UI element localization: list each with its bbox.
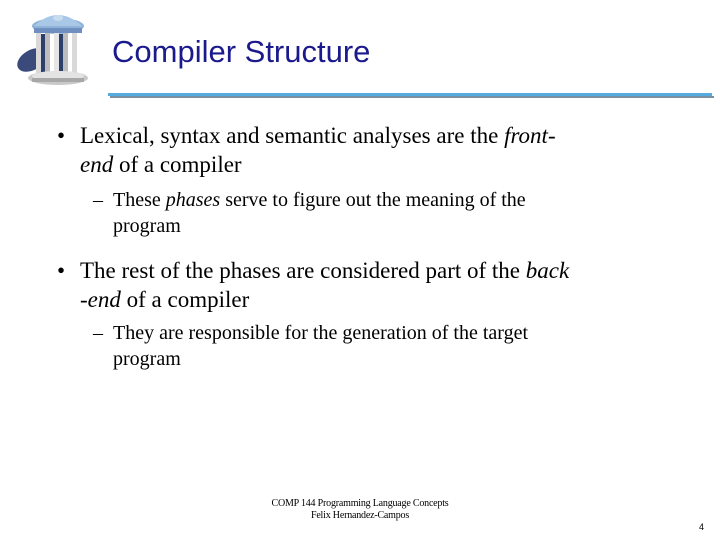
page-number: 4 (698, 522, 704, 532)
bullet-2 (57, 256, 569, 314)
sub-bullet-1-text: These phases serve to figure out the meaning of the program (113, 189, 526, 237)
sub-bullet-1 (93, 187, 526, 239)
dash-symbol: – (93, 322, 103, 344)
bullet-symbol: • (57, 258, 66, 283)
footer-author: Felix Hernandez-Campos (310, 510, 410, 521)
sub-bullet-2-text: They are responsible for the generation of the target program (113, 322, 529, 370)
bullet-2-text: The rest of the phases are considered part of the back -end of a compiler (80, 258, 570, 312)
bullet-symbol: • (57, 123, 66, 148)
old-well-rotunda-icon (14, 10, 94, 100)
sub-bullet-2 (93, 320, 528, 372)
bullet-1-text: Lexical, syntax and semantic analyses are the front- end of a compiler (80, 123, 556, 177)
dash-symbol: – (93, 189, 103, 211)
footer-course: COMP 144 Programming Language Concepts (271, 498, 449, 509)
title-underline (108, 93, 712, 98)
slide-footer (0, 498, 720, 522)
slide-title: Compiler Structure (112, 34, 371, 69)
bullet-1 (57, 121, 556, 179)
